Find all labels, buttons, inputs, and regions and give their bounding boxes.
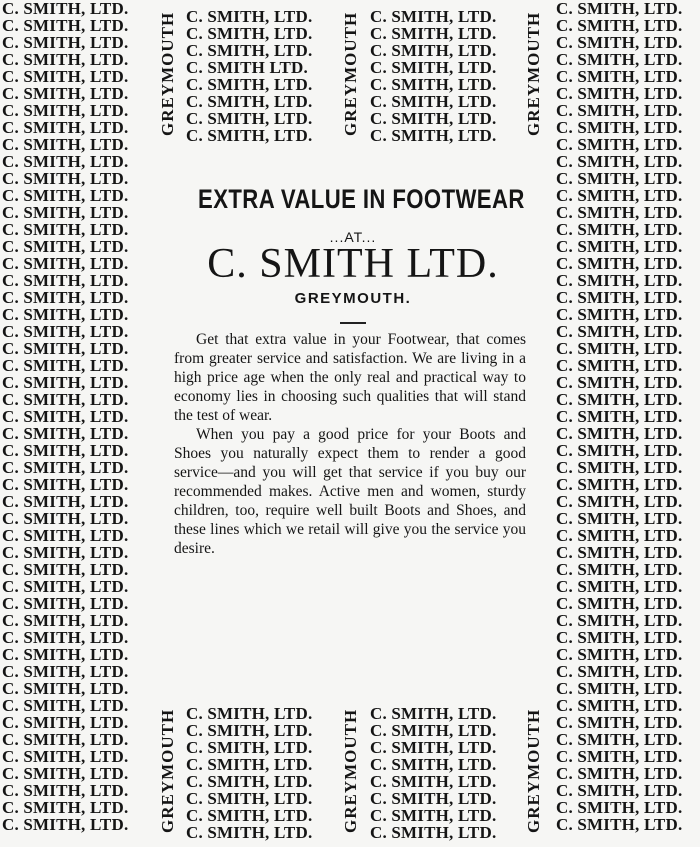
top-right-inner-column xyxy=(370,8,496,144)
repeated-company-line: C. SMITH, LTD. xyxy=(2,679,129,698)
repeated-company-line: C. SMITH, LTD. xyxy=(2,322,129,341)
vertical-greymouth-bottom-1: GREYMOUTH xyxy=(158,708,177,834)
repeated-company-line: C. SMITH, LTD. xyxy=(2,560,129,579)
repeated-company-line: C. SMITH, LTD. xyxy=(556,152,683,171)
company-name: C. SMITH LTD. xyxy=(207,241,499,287)
repeated-company-line: C. SMITH, LTD. xyxy=(2,356,129,375)
repeated-company-line: C. SMITH, LTD. xyxy=(2,696,129,715)
town-name: GREYMOUTH. xyxy=(294,290,412,307)
repeated-company-line: C. SMITH, LTD. xyxy=(556,662,683,681)
repeated-company-line: C. SMITH, LTD. xyxy=(2,577,129,596)
repeated-company-line: C. SMITH, LTD. xyxy=(556,798,683,817)
repeated-company-line: C. SMITH, LTD. xyxy=(2,662,129,681)
vertical-greymouth-top-3: GREYMOUTH xyxy=(524,11,543,137)
paragraph-1: Get that extra value in your Footwear, that comes from greater service and satisfaction. We are living in a high price age when the only real and practical way to economy lies in choosing such qualities that will stand the test of wear. xyxy=(174,331,526,424)
repeated-company-line: C. SMITH, LTD. xyxy=(370,704,497,723)
repeated-company-line: C. SMITH, LTD. xyxy=(2,730,129,749)
repeated-company-line: C. SMITH, LTD. xyxy=(2,713,129,732)
repeated-company-line: C. SMITH, LTD. xyxy=(370,755,497,774)
repeated-company-line: C. SMITH, LTD. xyxy=(186,75,313,94)
repeated-company-line: C. SMITH, LTD. xyxy=(2,84,129,103)
repeated-company-line: C. SMITH, LTD. xyxy=(2,492,129,511)
repeated-company-line: C. SMITH, LTD. xyxy=(2,764,129,783)
repeated-company-line: C. SMITH, LTD. xyxy=(186,806,313,825)
repeated-company-line: C. SMITH, LTD. xyxy=(2,458,129,477)
repeated-company-line: C. SMITH, LTD. xyxy=(186,755,313,774)
repeated-company-line: C. SMITH, LTD. xyxy=(2,67,129,86)
repeated-company-line: C. SMITH, LTD. xyxy=(186,92,313,111)
repeated-company-line: C. SMITH, LTD. xyxy=(2,628,129,647)
repeated-company-line: C. SMITH, LTD. xyxy=(2,152,129,171)
repeated-company-line: C. SMITH, LTD. xyxy=(2,203,129,222)
repeated-company-line: C. SMITH, LTD. xyxy=(556,747,683,766)
repeated-company-line: C. SMITH, LTD. xyxy=(556,373,683,392)
repeated-company-line: C. SMITH, LTD. xyxy=(556,611,683,630)
repeated-company-line: C. SMITH, LTD. xyxy=(370,738,497,757)
repeated-company-line: C. SMITH LTD. xyxy=(186,58,308,77)
repeated-company-line: C. SMITH, LTD. xyxy=(186,823,313,842)
repeated-company-line: C. SMITH, LTD. xyxy=(556,339,683,358)
repeated-company-line: C. SMITH, LTD. xyxy=(556,84,683,103)
repeated-company-line: C. SMITH, LTD. xyxy=(2,33,129,52)
repeated-company-line: C. SMITH, LTD. xyxy=(556,730,683,749)
repeated-company-line: C. SMITH, LTD. xyxy=(2,781,129,800)
repeated-company-line: C. SMITH, LTD. xyxy=(2,339,129,358)
repeated-company-line: C. SMITH, LTD. xyxy=(2,798,129,817)
repeated-company-line: C. SMITH, LTD. xyxy=(556,713,683,732)
repeated-company-line: C. SMITH, LTD. xyxy=(556,441,683,460)
repeated-company-line: C. SMITH, LTD. xyxy=(2,407,129,426)
repeated-company-line: C. SMITH, LTD. xyxy=(556,815,683,834)
repeated-company-line: C. SMITH, LTD. xyxy=(186,41,313,60)
vertical-greymouth-bottom-3: GREYMOUTH xyxy=(524,708,543,834)
repeated-company-line: C. SMITH, LTD. xyxy=(370,721,497,740)
repeated-company-line: C. SMITH, LTD. xyxy=(370,24,497,43)
repeated-company-line: C. SMITH, LTD. xyxy=(2,611,129,630)
repeated-company-line: C. SMITH, LTD. xyxy=(556,118,683,137)
repeated-company-line: C. SMITH, LTD. xyxy=(556,135,683,154)
repeated-company-line: C. SMITH, LTD. xyxy=(556,254,683,273)
repeated-company-line: C. SMITH, LTD. xyxy=(556,356,683,375)
repeated-company-line: C. SMITH, LTD. xyxy=(556,16,683,35)
repeated-company-line: C. SMITH, LTD. xyxy=(186,772,313,791)
repeated-company-line: C. SMITH, LTD. xyxy=(370,772,497,791)
repeated-company-line: C. SMITH, LTD. xyxy=(556,509,683,528)
repeated-company-line: C. SMITH, LTD. xyxy=(370,92,497,111)
repeated-company-line: C. SMITH, LTD. xyxy=(2,475,129,494)
repeated-company-line: C. SMITH, LTD. xyxy=(556,645,683,664)
vertical-greymouth-top-2: GREYMOUTH xyxy=(341,11,360,137)
repeated-company-line: C. SMITH, LTD. xyxy=(370,109,497,128)
repeated-company-line: C. SMITH, LTD. xyxy=(556,764,683,783)
repeated-company-line: C. SMITH, LTD. xyxy=(370,75,497,94)
repeated-company-line: C. SMITH, LTD. xyxy=(556,475,683,494)
repeated-company-line: C. SMITH, LTD. xyxy=(2,594,129,613)
top-left-inner-column xyxy=(186,8,312,144)
repeated-company-line: C. SMITH, LTD. xyxy=(2,305,129,324)
repeated-company-line: C. SMITH, LTD. xyxy=(556,390,683,409)
repeated-company-line: C. SMITH, LTD. xyxy=(556,50,683,69)
repeated-company-line: C. SMITH, LTD. xyxy=(556,203,683,222)
repeated-company-line: C. SMITH, LTD. xyxy=(2,101,129,120)
repeated-company-line: C. SMITH, LTD. xyxy=(556,67,683,86)
repeated-company-line: C. SMITH, LTD. xyxy=(370,58,497,77)
repeated-company-line: C. SMITH, LTD. xyxy=(2,118,129,137)
repeated-company-line: C. SMITH, LTD. xyxy=(2,16,129,35)
repeated-company-line: C. SMITH, LTD. xyxy=(186,126,313,145)
repeated-company-line: C. SMITH, LTD. xyxy=(186,24,313,43)
repeated-company-line: C. SMITH, LTD. xyxy=(2,169,129,188)
repeated-company-line: C. SMITH, LTD. xyxy=(556,679,683,698)
repeated-company-line: C. SMITH, LTD. xyxy=(370,823,497,842)
repeated-company-line: C. SMITH, LTD. xyxy=(2,0,129,18)
repeated-company-line: C. SMITH, LTD. xyxy=(2,288,129,307)
repeated-company-line: C. SMITH, LTD. xyxy=(186,109,313,128)
repeated-company-line: C. SMITH, LTD. xyxy=(556,322,683,341)
repeated-company-line: C. SMITH, LTD. xyxy=(370,7,497,26)
repeated-company-line: C. SMITH, LTD. xyxy=(370,806,497,825)
repeated-company-line: C. SMITH, LTD. xyxy=(556,220,683,239)
repeated-company-line: C. SMITH, LTD. xyxy=(556,407,683,426)
advertisement-copy xyxy=(174,330,526,558)
repeated-company-line: C. SMITH, LTD. xyxy=(2,543,129,562)
repeated-company-line: C. SMITH, LTD. xyxy=(2,815,129,834)
bottom-left-inner-column xyxy=(186,705,312,841)
repeated-company-line: C. SMITH, LTD. xyxy=(186,721,313,740)
repeated-company-line: C. SMITH, LTD. xyxy=(556,271,683,290)
repeated-company-line: C. SMITH, LTD. xyxy=(556,101,683,120)
repeated-company-line: C. SMITH, LTD. xyxy=(2,526,129,545)
repeated-company-line: C. SMITH, LTD. xyxy=(2,424,129,443)
right-border-column xyxy=(556,0,682,833)
paragraph-2: When you pay a good price for your Boots and Shoes you naturally expect them to render a good service—and you will get that service if you buy our recommended makes. Active men and women, sturdy children, too, require well built Boots and Shoes, and these lines which we retail will give you the service you desire. xyxy=(174,426,526,557)
repeated-company-line: C. SMITH, LTD. xyxy=(2,373,129,392)
repeated-company-line: C. SMITH, LTD. xyxy=(2,237,129,256)
repeated-company-line: C. SMITH, LTD. xyxy=(556,577,683,596)
repeated-company-line: C. SMITH, LTD. xyxy=(556,169,683,188)
repeated-company-line: C. SMITH, LTD. xyxy=(556,781,683,800)
repeated-company-line: C. SMITH, LTD. xyxy=(2,135,129,154)
repeated-company-line: C. SMITH, LTD. xyxy=(556,186,683,205)
vertical-greymouth-bottom-2: GREYMOUTH xyxy=(341,708,360,834)
repeated-company-line: C. SMITH, LTD. xyxy=(370,41,497,60)
repeated-company-line: C. SMITH, LTD. xyxy=(556,696,683,715)
repeated-company-line: C. SMITH, LTD. xyxy=(370,126,497,145)
repeated-company-line: C. SMITH, LTD. xyxy=(2,50,129,69)
repeated-company-line: C. SMITH, LTD. xyxy=(556,560,683,579)
repeated-company-line: C. SMITH, LTD. xyxy=(556,33,683,52)
repeated-company-line: C. SMITH, LTD. xyxy=(2,390,129,409)
repeated-company-line: C. SMITH, LTD. xyxy=(2,645,129,664)
repeated-company-line: C. SMITH, LTD. xyxy=(556,628,683,647)
repeated-company-line: C. SMITH, LTD. xyxy=(2,220,129,239)
repeated-company-line: C. SMITH, LTD. xyxy=(2,186,129,205)
headline: EXTRA VALUE IN FOOTWEAR xyxy=(198,184,525,214)
repeated-company-line: C. SMITH, LTD. xyxy=(186,789,313,808)
advertisement-box xyxy=(164,150,542,698)
repeated-company-line: C. SMITH, LTD. xyxy=(2,747,129,766)
at-line: ...AT... xyxy=(329,229,377,245)
repeated-company-line: C. SMITH, LTD. xyxy=(2,254,129,273)
vertical-greymouth-top-1: GREYMOUTH xyxy=(158,11,177,137)
repeated-company-line: C. SMITH, LTD. xyxy=(556,0,683,18)
repeated-company-line: C. SMITH, LTD. xyxy=(556,458,683,477)
bottom-right-inner-column xyxy=(370,705,496,841)
repeated-company-line: C. SMITH, LTD. xyxy=(556,492,683,511)
repeated-company-line: C. SMITH, LTD. xyxy=(186,704,313,723)
repeated-company-line: C. SMITH, LTD. xyxy=(556,526,683,545)
repeated-company-line: C. SMITH, LTD. xyxy=(2,509,129,528)
repeated-company-line: C. SMITH, LTD. xyxy=(2,271,129,290)
repeated-company-line: C. SMITH, LTD. xyxy=(186,7,313,26)
repeated-company-line: C. SMITH, LTD. xyxy=(556,543,683,562)
repeated-company-line: C. SMITH, LTD. xyxy=(556,594,683,613)
repeated-company-line: C. SMITH, LTD. xyxy=(370,789,497,808)
divider-rule xyxy=(340,322,366,324)
repeated-company-line: C. SMITH, LTD. xyxy=(186,738,313,757)
repeated-company-line: C. SMITH, LTD. xyxy=(556,288,683,307)
repeated-company-line: C. SMITH, LTD. xyxy=(556,424,683,443)
left-border-column xyxy=(2,0,128,833)
repeated-company-line: C. SMITH, LTD. xyxy=(556,237,683,256)
repeated-company-line: C. SMITH, LTD. xyxy=(2,441,129,460)
repeated-company-line: C. SMITH, LTD. xyxy=(556,305,683,324)
